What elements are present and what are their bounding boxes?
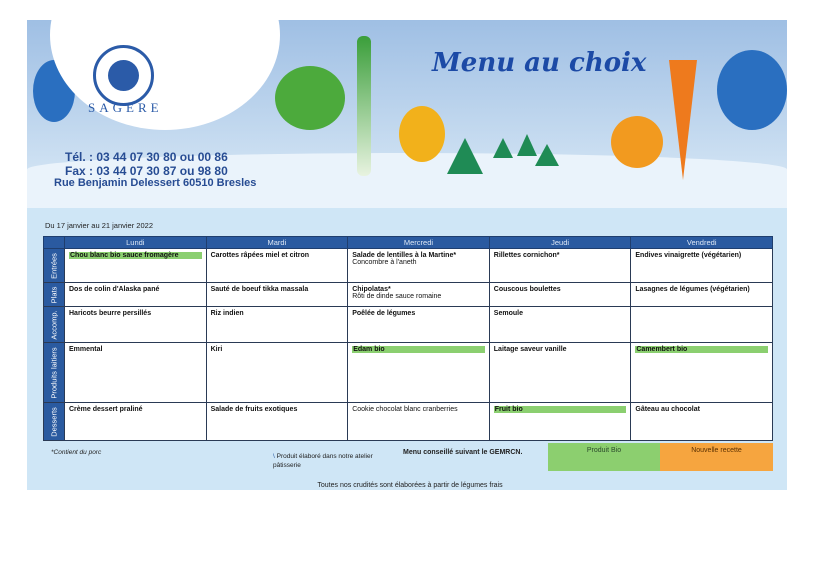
- fax-number: Fax : 03 44 07 30 87 ou 98 80: [65, 164, 228, 178]
- menu-cell: [348, 283, 490, 307]
- row-header-label: Plats: [49, 286, 59, 303]
- dish-name: Couscous boulettes: [493, 286, 561, 293]
- menu-cell: [348, 249, 490, 283]
- dish-name: Cookie chocolat blanc cranberries: [352, 406, 458, 413]
- table-row: [44, 249, 773, 283]
- apricot-illustration: [611, 116, 663, 168]
- patisserie-note: [273, 452, 383, 470]
- footer-note: Toutes nos crudités sont élaborées à partir de légumes frais: [317, 482, 503, 489]
- dish-name: Fruit bio: [494, 406, 627, 413]
- dish-name: Sauté de boeuf tikka massala: [210, 286, 309, 293]
- pork-note: *Contient du porc: [51, 449, 102, 456]
- address: Rue Benjamin Delessert 60510 Bresles: [54, 177, 257, 189]
- day-header: Mercredi: [348, 237, 490, 249]
- row-header-label: Produits laitiers: [49, 346, 59, 399]
- day-header: Lundi: [65, 237, 207, 249]
- dish-name: Poêlée de légumes: [352, 310, 416, 317]
- dish-name: Kiri: [210, 346, 223, 353]
- dish-name: Haricots beurre persillés: [69, 310, 152, 317]
- legend-bio: Produit Bio: [548, 443, 660, 471]
- fir-tree-illustration: [447, 138, 483, 174]
- menu-period: Du 17 janvier au 21 janvier 2022: [45, 221, 153, 230]
- menu-cell: [65, 249, 207, 283]
- legend-new-recipe: Nouvelle recette: [660, 443, 773, 471]
- menu-cell: [206, 283, 348, 307]
- dish-name: Chou blanc bio sauce fromagère: [69, 252, 202, 259]
- dish-name: Camembert bio: [635, 346, 768, 353]
- day-header: Mardi: [206, 237, 348, 249]
- table-row: [44, 307, 773, 343]
- fir-tree-illustration: [535, 144, 559, 166]
- page-title: Menu au choix: [432, 48, 647, 78]
- fir-tree-illustration: [493, 138, 513, 158]
- dish-name: Riz indien: [210, 310, 244, 317]
- day-header: Jeudi: [489, 237, 631, 249]
- dish-name: Dos de colin d'Alaska pané: [69, 286, 160, 293]
- menu-cell: [489, 307, 631, 343]
- menu-cell: [65, 403, 207, 441]
- sagere-logo: [93, 45, 154, 106]
- patisserie-note-text: Produit élaboré dans notre atelier pâtisserie: [273, 453, 373, 469]
- dish-name: Gâteau au chocolat: [635, 406, 700, 413]
- dish-name: Emmental: [69, 346, 103, 353]
- day-header: Vendredi: [631, 237, 773, 249]
- row-header: [44, 343, 65, 403]
- table-row: [44, 283, 773, 307]
- dish-name: Rillettes cornichon*: [493, 252, 560, 259]
- row-header-label: Accomp.: [49, 309, 59, 340]
- dish-name: Semoule: [493, 310, 523, 317]
- lemon-illustration: [399, 106, 445, 162]
- carrot-illustration: [669, 60, 697, 180]
- menu-cell: [206, 307, 348, 343]
- menu-cell: [631, 403, 773, 441]
- menu-cell: [489, 343, 631, 403]
- dish-name: Laitage saveur vanille: [493, 346, 567, 353]
- pencil-icon: \: [273, 453, 275, 460]
- table-corner: [44, 237, 65, 249]
- menu-table: [43, 236, 773, 441]
- menu-cell: [631, 307, 773, 343]
- menu-cell: [631, 283, 773, 307]
- fir-tree-illustration: [517, 134, 537, 156]
- menu-cell: [489, 283, 631, 307]
- dish-name: Salade de fruits exotiques: [210, 406, 298, 413]
- row-header: [44, 403, 65, 441]
- table-row: [44, 403, 773, 441]
- dish-name: Edam bio: [352, 346, 485, 353]
- dish-name: Endives vinaigrette (végétarien): [635, 252, 742, 259]
- tree-illustration-right: [717, 50, 787, 130]
- menu-cell: [65, 283, 207, 307]
- menu-cell: [206, 249, 348, 283]
- menu-cell: [631, 343, 773, 403]
- row-header: [44, 283, 65, 307]
- dish-name: Chipolatas*: [352, 286, 391, 293]
- menu-cell: [206, 403, 348, 441]
- menu-cell: [206, 343, 348, 403]
- menu-cell: [348, 307, 490, 343]
- menu-cell: [489, 403, 631, 441]
- dish-name: Lasagnes de légumes (végétarien): [635, 286, 750, 293]
- menu-cell: [65, 343, 207, 403]
- row-header: [44, 249, 65, 283]
- leek-illustration: [357, 36, 371, 176]
- gemrcn-note: Menu conseillé suivant le GEMRCN.: [403, 449, 523, 456]
- menu-cell: [348, 343, 490, 403]
- phone-number: Tél. : 03 44 07 30 80 ou 00 86: [65, 150, 228, 164]
- menu-cell: [348, 403, 490, 441]
- dish-name: Carottes râpées miel et citron: [210, 252, 310, 259]
- broccoli-illustration: [275, 66, 345, 130]
- row-header: [44, 307, 65, 343]
- row-header-label: Entrées: [49, 252, 59, 279]
- dish-name: Salade de lentilles à la Martine*: [352, 252, 457, 259]
- menu-cell: [631, 249, 773, 283]
- dish-alternative: Rôti de dinde sauce romaine: [352, 293, 442, 300]
- dish-name: Crème dessert praliné: [69, 406, 143, 413]
- menu-cell: [65, 307, 207, 343]
- dish-alternative: Concombre à l'aneth: [352, 259, 417, 266]
- table-row: [44, 343, 773, 403]
- logo-text: SAGERE: [88, 100, 163, 115]
- menu-cell: [489, 249, 631, 283]
- whisk-icon: [108, 60, 139, 91]
- row-header-label: Desserts: [49, 406, 59, 437]
